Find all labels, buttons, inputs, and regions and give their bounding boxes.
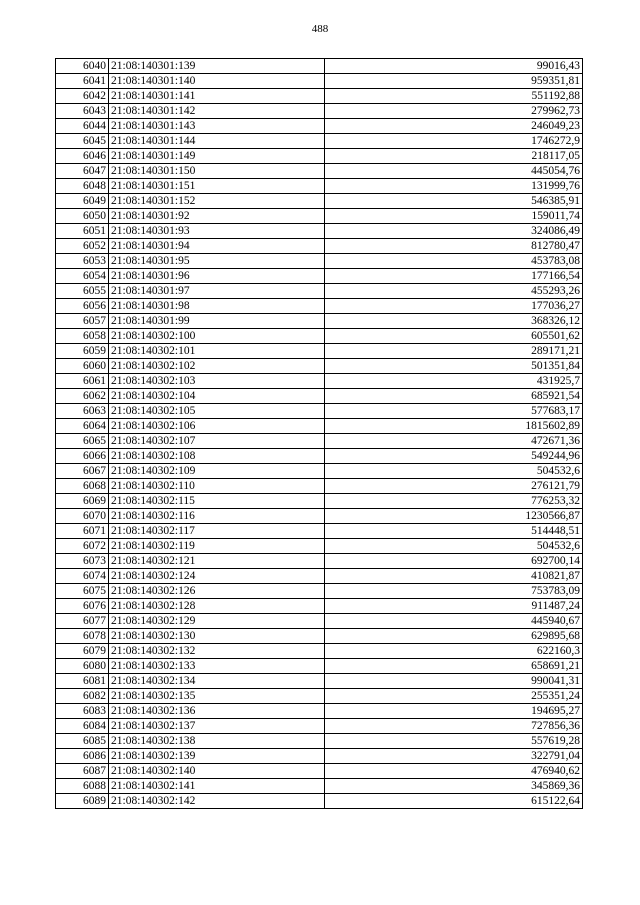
cadastral-number: 21:08:140301:150 [109,164,325,179]
row-number: 6071 [56,524,109,539]
table-row [56,359,583,374]
row-number: 6086 [56,749,109,764]
table-row [56,239,583,254]
row-number: 6064 [56,419,109,434]
table-row [56,269,583,284]
cadastral-number: 21:08:140302:132 [109,644,325,659]
cadastral-value: 622160,3 [325,644,583,659]
cadastral-number: 21:08:140302:142 [109,794,325,809]
row-number: 6050 [56,209,109,224]
cadastral-number: 21:08:140302:137 [109,719,325,734]
row-number: 6080 [56,659,109,674]
table-row [56,254,583,269]
cadastral-number: 21:08:140301:142 [109,104,325,119]
row-number: 6058 [56,329,109,344]
row-number: 6057 [56,314,109,329]
cadastral-number: 21:08:140301:143 [109,119,325,134]
cadastral-value: 959351,81 [325,74,583,89]
table-row [56,344,583,359]
row-number: 6076 [56,599,109,614]
cadastral-value: 289171,21 [325,344,583,359]
cadastral-value: 1815602,89 [325,419,583,434]
table-row [56,389,583,404]
cadastral-value: 504532,6 [325,464,583,479]
table-row [56,479,583,494]
cadastral-value: 990041,31 [325,674,583,689]
cadastral-value: 615122,64 [325,794,583,809]
row-number: 6087 [56,764,109,779]
row-number: 6060 [56,359,109,374]
cadastral-number: 21:08:140302:115 [109,494,325,509]
row-number: 6062 [56,389,109,404]
cadastral-value: 218117,05 [325,149,583,164]
cadastral-value: 727856,36 [325,719,583,734]
page-number: 488 [311,23,329,35]
cadastral-number: 21:08:140301:98 [109,299,325,314]
cadastral-value: 453783,08 [325,254,583,269]
table-row [56,179,583,194]
cadastral-value-table [55,58,583,809]
cadastral-value: 455293,26 [325,284,583,299]
row-number: 6084 [56,719,109,734]
row-number: 6067 [56,464,109,479]
table-row [56,764,583,779]
row-number: 6078 [56,629,109,644]
row-number: 6083 [56,704,109,719]
cadastral-number: 21:08:140302:104 [109,389,325,404]
cadastral-value: 131999,76 [325,179,583,194]
table-row [56,419,583,434]
row-number: 6048 [56,179,109,194]
table-row [56,134,583,149]
row-number: 6070 [56,509,109,524]
cadastral-value: 445940,67 [325,614,583,629]
cadastral-value: 476940,62 [325,764,583,779]
cadastral-value: 551192,88 [325,89,583,104]
cadastral-number: 21:08:140302:109 [109,464,325,479]
cadastral-value: 279962,73 [325,104,583,119]
table-row [56,524,583,539]
cadastral-number: 21:08:140302:110 [109,479,325,494]
cadastral-value: 692700,14 [325,554,583,569]
cadastral-value: 546385,91 [325,194,583,209]
cadastral-value: 557619,28 [325,734,583,749]
cadastral-number: 21:08:140302:126 [109,584,325,599]
cadastral-number: 21:08:140302:117 [109,524,325,539]
cadastral-number: 21:08:140301:99 [109,314,325,329]
table-row [56,284,583,299]
cadastral-number: 21:08:140302:106 [109,419,325,434]
table-row [56,779,583,794]
row-number: 6055 [56,284,109,299]
cadastral-value: 255351,24 [325,689,583,704]
table-row [56,224,583,239]
cadastral-value: 472671,36 [325,434,583,449]
cadastral-value: 159011,74 [325,209,583,224]
table-row [56,404,583,419]
table-row [56,194,583,209]
cadastral-number: 21:08:140301:151 [109,179,325,194]
cadastral-value: 776253,32 [325,494,583,509]
row-number: 6041 [56,74,109,89]
cadastral-number: 21:08:140301:96 [109,269,325,284]
row-number: 6051 [56,224,109,239]
table-row [56,89,583,104]
cadastral-value: 410821,87 [325,569,583,584]
cadastral-number: 21:08:140302:134 [109,674,325,689]
cadastral-number: 21:08:140302:101 [109,344,325,359]
table-row [56,494,583,509]
cadastral-number: 21:08:140302:107 [109,434,325,449]
cadastral-number: 21:08:140302:116 [109,509,325,524]
cadastral-number: 21:08:140301:92 [109,209,325,224]
cadastral-value: 577683,17 [325,404,583,419]
table-row [56,734,583,749]
cadastral-value: 514448,51 [325,524,583,539]
table-row [56,74,583,89]
row-number: 6063 [56,404,109,419]
row-number: 6044 [56,119,109,134]
row-number: 6089 [56,794,109,809]
row-number: 6054 [56,269,109,284]
cadastral-value: 324086,49 [325,224,583,239]
cadastral-number: 21:08:140302:136 [109,704,325,719]
cadastral-value: 445054,76 [325,164,583,179]
row-number: 6053 [56,254,109,269]
row-number: 6073 [56,554,109,569]
table-row [56,539,583,554]
table-row [56,104,583,119]
cadastral-number: 21:08:140301:95 [109,254,325,269]
table-row [56,599,583,614]
cadastral-number: 21:08:140302:121 [109,554,325,569]
cadastral-number: 21:08:140301:139 [109,59,325,74]
table-row [56,704,583,719]
cadastral-number: 21:08:140302:139 [109,749,325,764]
cadastral-number: 21:08:140301:97 [109,284,325,299]
table-row [56,644,583,659]
cadastral-number: 21:08:140302:108 [109,449,325,464]
cadastral-number: 21:08:140302:119 [109,539,325,554]
cadastral-number: 21:08:140301:149 [109,149,325,164]
cadastral-value: 911487,24 [325,599,583,614]
row-number: 6081 [56,674,109,689]
row-number: 6042 [56,89,109,104]
cadastral-value: 753783,09 [325,584,583,599]
cadastral-value: 368326,12 [325,314,583,329]
cadastral-number: 21:08:140302:128 [109,599,325,614]
cadastral-number: 21:08:140301:144 [109,134,325,149]
cadastral-value: 246049,23 [325,119,583,134]
table-row [56,614,583,629]
cadastral-number: 21:08:140302:105 [109,404,325,419]
cadastral-value: 605501,62 [325,329,583,344]
row-number: 6079 [56,644,109,659]
cadastral-number: 21:08:140302:102 [109,359,325,374]
cadastral-value: 345869,36 [325,779,583,794]
row-number: 6056 [56,299,109,314]
row-number: 6077 [56,614,109,629]
cadastral-number: 21:08:140302:129 [109,614,325,629]
table-row [56,434,583,449]
row-number: 6082 [56,689,109,704]
row-number: 6059 [56,344,109,359]
cadastral-number: 21:08:140302:141 [109,779,325,794]
cadastral-value: 99016,43 [325,59,583,74]
cadastral-number: 21:08:140301:141 [109,89,325,104]
row-number: 6065 [56,434,109,449]
cadastral-value: 276121,79 [325,479,583,494]
row-number: 6069 [56,494,109,509]
table-row [56,449,583,464]
row-number: 6045 [56,134,109,149]
table-row [56,164,583,179]
table-row [56,659,583,674]
row-number: 6049 [56,194,109,209]
cadastral-number: 21:08:140302:140 [109,764,325,779]
table-row [56,329,583,344]
table-row [56,569,583,584]
row-number: 6075 [56,584,109,599]
table-row [56,119,583,134]
cadastral-number: 21:08:140302:100 [109,329,325,344]
table-row [56,299,583,314]
cadastral-number: 21:08:140302:138 [109,734,325,749]
row-number: 6043 [56,104,109,119]
table-row [56,464,583,479]
cadastral-number: 21:08:140302:124 [109,569,325,584]
cadastral-number: 21:08:140302:130 [109,629,325,644]
cadastral-value: 685921,54 [325,389,583,404]
cadastral-value: 504532,6 [325,539,583,554]
table-row [56,584,583,599]
cadastral-number: 21:08:140302:133 [109,659,325,674]
row-number: 6088 [56,779,109,794]
row-number: 6047 [56,164,109,179]
cadastral-value: 177036,27 [325,299,583,314]
row-number: 6052 [56,239,109,254]
cadastral-value: 629895,68 [325,629,583,644]
cadastral-value: 812780,47 [325,239,583,254]
table-row [56,794,583,809]
table-row [56,59,583,74]
row-number: 6085 [56,734,109,749]
row-number: 6061 [56,374,109,389]
cadastral-value: 658691,21 [325,659,583,674]
table-row [56,314,583,329]
cadastral-number: 21:08:140301:94 [109,239,325,254]
row-number: 6072 [56,539,109,554]
table-body [56,59,583,809]
table-row [56,629,583,644]
table-row [56,209,583,224]
row-number: 6074 [56,569,109,584]
table-row [56,554,583,569]
cadastral-number: 21:08:140302:135 [109,689,325,704]
cadastral-value: 194695,27 [325,704,583,719]
cadastral-value: 322791,04 [325,749,583,764]
table-row [56,719,583,734]
table-row [56,674,583,689]
row-number: 6046 [56,149,109,164]
cadastral-number: 21:08:140302:103 [109,374,325,389]
table-row [56,374,583,389]
cadastral-value: 1230566,87 [325,509,583,524]
cadastral-value: 501351,84 [325,359,583,374]
row-number: 6066 [56,449,109,464]
cadastral-value: 549244,96 [325,449,583,464]
row-number: 6068 [56,479,109,494]
cadastral-number: 21:08:140301:152 [109,194,325,209]
table-row [56,149,583,164]
cadastral-number: 21:08:140301:93 [109,224,325,239]
cadastral-value: 177166,54 [325,269,583,284]
table-row [56,509,583,524]
table-row [56,689,583,704]
cadastral-number: 21:08:140301:140 [109,74,325,89]
cadastral-value: 1746272,9 [325,134,583,149]
table-row [56,749,583,764]
cadastral-value: 431925,7 [325,374,583,389]
row-number: 6040 [56,59,109,74]
